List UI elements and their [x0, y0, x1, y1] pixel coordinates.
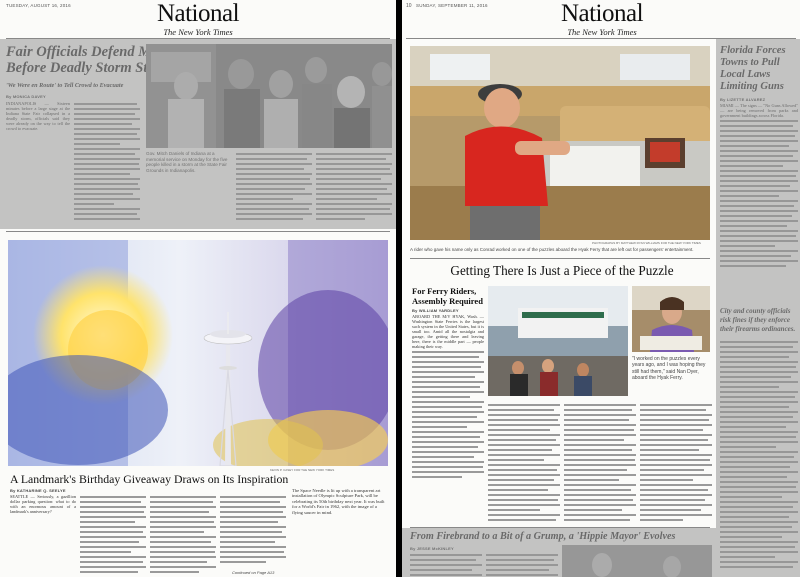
nan-dyer-photo[interactable]	[632, 286, 710, 352]
top-story-gray-overlay	[0, 39, 396, 229]
ferry-column-2	[488, 402, 560, 526]
ferry-column-1	[412, 314, 484, 526]
bottom-story[interactable]	[402, 528, 716, 577]
ferry-column-3	[564, 402, 636, 526]
feature-headline: A Landmark's Birthday Giveaway Draws on Its Inspiration	[10, 472, 289, 486]
space-needle-illustration[interactable]	[8, 240, 388, 466]
feature-column-3	[150, 494, 216, 576]
ferry-story[interactable]	[402, 260, 716, 526]
left-section-rule	[6, 231, 390, 232]
feature-continued-link[interactable]: Continued on Page A13	[232, 570, 275, 575]
ferry-kicker-line1: For Ferry Riders,	[412, 286, 477, 296]
right-masthead: National	[560, 0, 644, 27]
feature-byline: By KATHARINE Q. SEELYE	[10, 488, 66, 493]
ferry-byline: By WILLIAM YARDLEY	[412, 308, 459, 313]
ferry-pull-quote: "I worked on the puzzles every years ago, and I was hoping they still had them," said Nan Dyer, aboard the Hyak Ferry.	[632, 356, 706, 381]
ferry-dock-photo[interactable]	[488, 286, 628, 396]
main-photo-rule	[410, 258, 710, 259]
left-masthead: National	[156, 0, 240, 27]
florida-guns-story[interactable]	[716, 39, 800, 577]
feature-column-1	[10, 494, 76, 576]
left-newspaper-page	[0, 0, 396, 577]
left-page-date: TUESDAY, AUGUST 16, 2016	[6, 3, 71, 8]
feature-column-2	[80, 494, 146, 576]
florida-story-gray-overlay	[716, 39, 800, 577]
ferry-puzzle-photo-image	[410, 46, 710, 240]
feature-lead: SEATTLE — Seriously, a gazillion dollar parking question: what to do with an enormous amount of a landmark's anniversary?	[10, 494, 76, 514]
ferry-kicker-line2: Assembly Required	[412, 296, 483, 306]
main-photo-credit: PHOTOGRAPHS BY MATTHEW RYAN WILLIAMS FOR THE NEW YORK TIMES	[592, 241, 701, 245]
bottom-story-gray-overlay	[402, 528, 716, 577]
nan-dyer-photo-image	[632, 286, 710, 352]
left-masthead-subhead: The New York Times	[163, 27, 233, 37]
feature-story[interactable]	[0, 470, 396, 577]
right-newspaper-page	[402, 0, 800, 577]
ferry-puzzle-photo[interactable]	[410, 46, 710, 240]
right-page-number: 10	[406, 3, 412, 9]
ferry-lead: ABOARD THE M/V HYAK, Wash. — Washington State Ferries is the largest such system in the United States, but it is small too. Amid all the nostalgia and garage, the getting there and leaving here, there is the middle part — people making their way.	[412, 314, 484, 349]
feature-column-4	[220, 494, 286, 568]
space-needle-art-icon	[8, 240, 388, 466]
ferry-headline: Getting There Is Just a Piece of the Puzzle	[450, 263, 674, 278]
ferry-dock-photo-image	[488, 286, 628, 396]
right-masthead-subhead: The New York Times	[567, 27, 637, 37]
right-page-date: SUNDAY, SEPTEMBER 11, 2016	[416, 3, 488, 8]
feature-photo-credit: KEVIN P. CASEY FOR THE NEW YORK TIMES	[270, 468, 335, 472]
main-photo-caption: A rider who gave his name only as Conrad worked on one of the puzzles aboard the Hyak Ferry that are left out for passengers' entertainment.	[410, 247, 694, 252]
feature-sidebar-text: The Space Needle is lit up with a transparent art installation of Olympic Sculpture Park, will be celebrating its 50th birthday next year. It was built for a World's Fair in 1962, with the image of a flying saucer in mind.	[292, 488, 385, 515]
ferry-column-4	[640, 402, 712, 526]
left-top-story[interactable]	[0, 39, 396, 229]
